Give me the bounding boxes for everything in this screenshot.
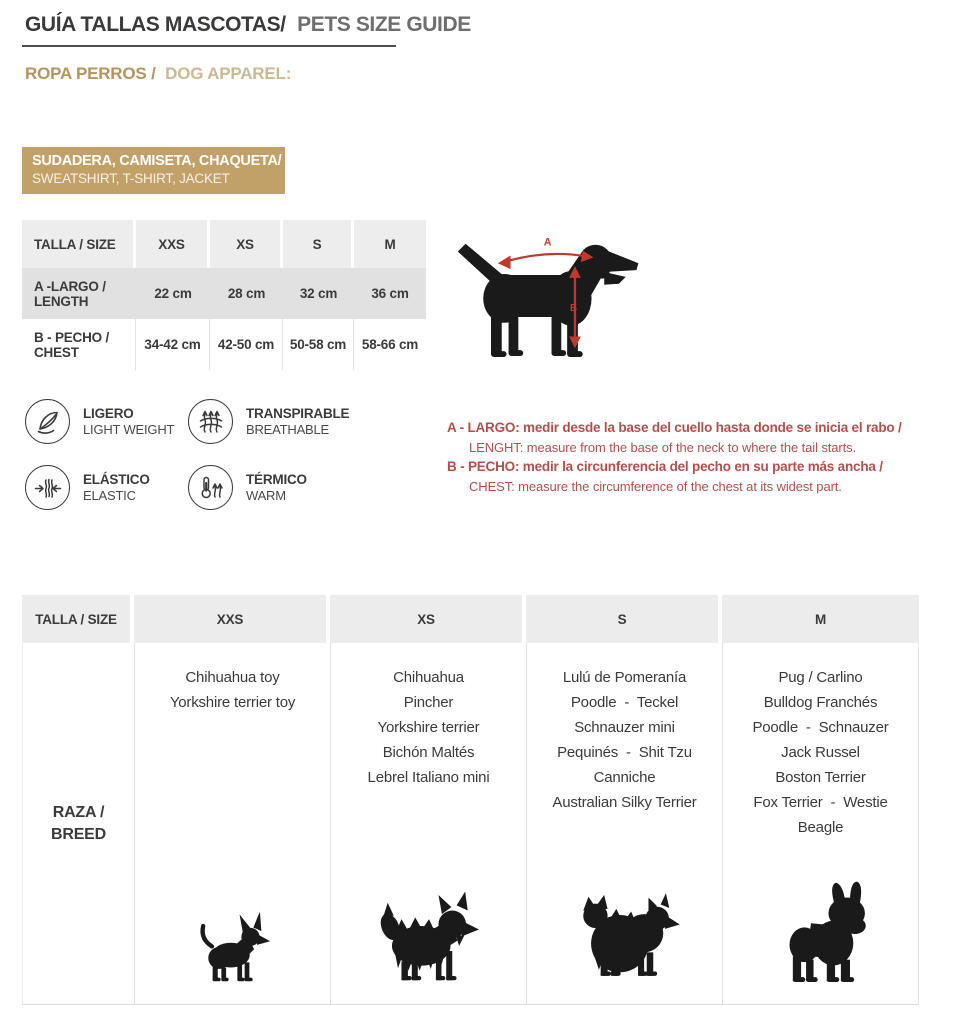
- feature-title: TÉRMICO: [246, 472, 307, 487]
- breed-row-label-line2: BREED: [50, 825, 106, 843]
- page-title: [25, 13, 471, 37]
- breed-item: Australian Silky Terrier: [552, 794, 697, 811]
- size-table: [22, 220, 426, 370]
- breed-item: Chihuahua toy: [185, 669, 280, 686]
- breathable-icon: [188, 399, 233, 444]
- feature-subtitle: WARM: [246, 488, 286, 503]
- labrador-silhouette: [458, 244, 639, 357]
- feature-lightweight: [25, 399, 174, 444]
- breed-item: Boston Terrier: [775, 769, 866, 786]
- length-xs: 28 cm: [210, 268, 283, 319]
- breed-list-xxs: [170, 665, 295, 715]
- feature-warm: [188, 465, 307, 510]
- size-table-header-xxs: XXS: [136, 220, 210, 268]
- breed-row-label-line1: RAZA /: [52, 803, 105, 821]
- breed-item: Pequinés - Shit Tzu: [557, 744, 692, 761]
- feature-title: TRANSPIRABLE: [246, 406, 350, 421]
- french-bulldog-silhouette: [763, 880, 879, 988]
- category-banner: [22, 147, 285, 194]
- breed-item: Poodle - Schnauzer: [752, 719, 889, 736]
- chest-xxs: 34-42 cm: [136, 319, 210, 370]
- chest-xs: 42-50 cm: [210, 319, 283, 370]
- page-title-es: GUÍA TALLAS MASCOTAS/: [25, 13, 286, 36]
- measure-notes: [447, 418, 932, 496]
- breed-header-xs: XS: [330, 595, 526, 643]
- length-xxs: 22 cm: [136, 268, 210, 319]
- subtitle-en: DOG APPAREL:: [165, 64, 292, 83]
- breed-item: Schnauzer mini: [574, 719, 675, 736]
- feature-elastic: [25, 465, 150, 510]
- elastic-icon: [25, 465, 70, 510]
- breed-item: Pug / Carlino: [778, 669, 863, 686]
- chest-s: 50-58 cm: [283, 319, 354, 370]
- label-a: A: [543, 236, 552, 249]
- length-m: 36 cm: [354, 268, 426, 319]
- breed-column-m: [723, 643, 918, 1004]
- breed-list-m: [752, 665, 888, 840]
- breed-item: Yorkshire terrier toy: [169, 694, 296, 711]
- size-table-header-s: S: [283, 220, 354, 268]
- breed-item: Bulldog Franchés: [763, 694, 878, 711]
- length-s: 32 cm: [283, 268, 354, 319]
- note-a-bold: A - LARGO: medir desde la base del cuello hasta donde se inicia el rabo /: [447, 420, 902, 435]
- breed-item: Yorkshire terrier: [377, 719, 480, 736]
- breed-item: Chihuahua: [393, 669, 464, 686]
- feature-subtitle: BREATHABLE: [246, 422, 330, 437]
- breed-header-xxs: XXS: [134, 595, 330, 643]
- breed-item: Lulú de Pomeranía: [562, 669, 687, 686]
- breed-list-s: [552, 665, 696, 815]
- breed-column-xs: [331, 643, 527, 1004]
- breed-item: Fox Terrier - Westie: [753, 794, 888, 811]
- breed-table-header: [22, 595, 919, 643]
- feature-title: LIGERO: [83, 406, 134, 421]
- feature-subtitle: LIGHT WEIGHT: [83, 422, 175, 437]
- size-table-header-m: M: [354, 220, 426, 268]
- breed-item: Jack Russel: [781, 744, 860, 761]
- note-b-normal: CHEST: measure the circumference of the chest at its widest part.: [469, 478, 842, 494]
- breed-item: Beagle: [797, 819, 844, 836]
- chest-m: 58-66 cm: [354, 319, 426, 370]
- breed-item: Canniche: [593, 769, 656, 786]
- breed-header-label: TALLA / SIZE: [22, 595, 134, 643]
- note-b-bold: B - PECHO: medir la circunferencia del pecho en su parte más ancha /: [447, 459, 883, 474]
- breed-item: Pincher: [403, 694, 454, 711]
- length-row-label: A -LARGO / LENGTH: [22, 268, 136, 319]
- size-table-header-label: TALLA / SIZE: [22, 220, 136, 268]
- breed-table: [22, 595, 919, 1005]
- category-banner-line1: SUDADERA, CAMISETA, CHAQUETA/: [32, 153, 282, 169]
- breed-header-m: M: [722, 595, 919, 643]
- breed-column-xxs: [135, 643, 331, 1004]
- category-banner-line2: SWEATSHIRT, T-SHIRT, JACKET: [32, 171, 230, 186]
- subtitle-es: ROPA PERROS /: [25, 64, 156, 83]
- feather-icon: [25, 399, 70, 444]
- breed-table-body: [22, 643, 919, 1005]
- page-subtitle: [25, 64, 291, 84]
- feature-subtitle: ELASTIC: [83, 488, 136, 503]
- breed-item: Poodle - Teckel: [570, 694, 679, 711]
- chest-row-label: B - PECHO / CHEST: [22, 319, 136, 370]
- chihuahua-toy-silhouette: [193, 904, 273, 988]
- size-table-header-xs: XS: [210, 220, 283, 268]
- breed-row-label: [23, 643, 135, 1004]
- feature-title: ELÁSTICO: [83, 472, 150, 487]
- title-underline: [22, 45, 396, 47]
- page-title-en: PETS SIZE GUIDE: [297, 13, 471, 36]
- note-a-normal: LENGHT: measure from the base of the neck to where the tail starts.: [469, 439, 857, 455]
- breed-item: Bichón Maltés: [382, 744, 475, 761]
- breed-list-xs: [368, 665, 490, 790]
- thermal-icon: [188, 465, 233, 510]
- breed-header-s: S: [526, 595, 722, 643]
- feature-breathable: [188, 399, 349, 444]
- label-b: B: [570, 303, 577, 315]
- measure-dog-diagram: [450, 226, 655, 363]
- breed-column-s: [527, 643, 723, 1004]
- long-haired-chihuahua-silhouette: [373, 889, 485, 988]
- breed-item: Lebrel Italiano mini: [367, 769, 490, 786]
- pomeranian-silhouette: [564, 888, 686, 988]
